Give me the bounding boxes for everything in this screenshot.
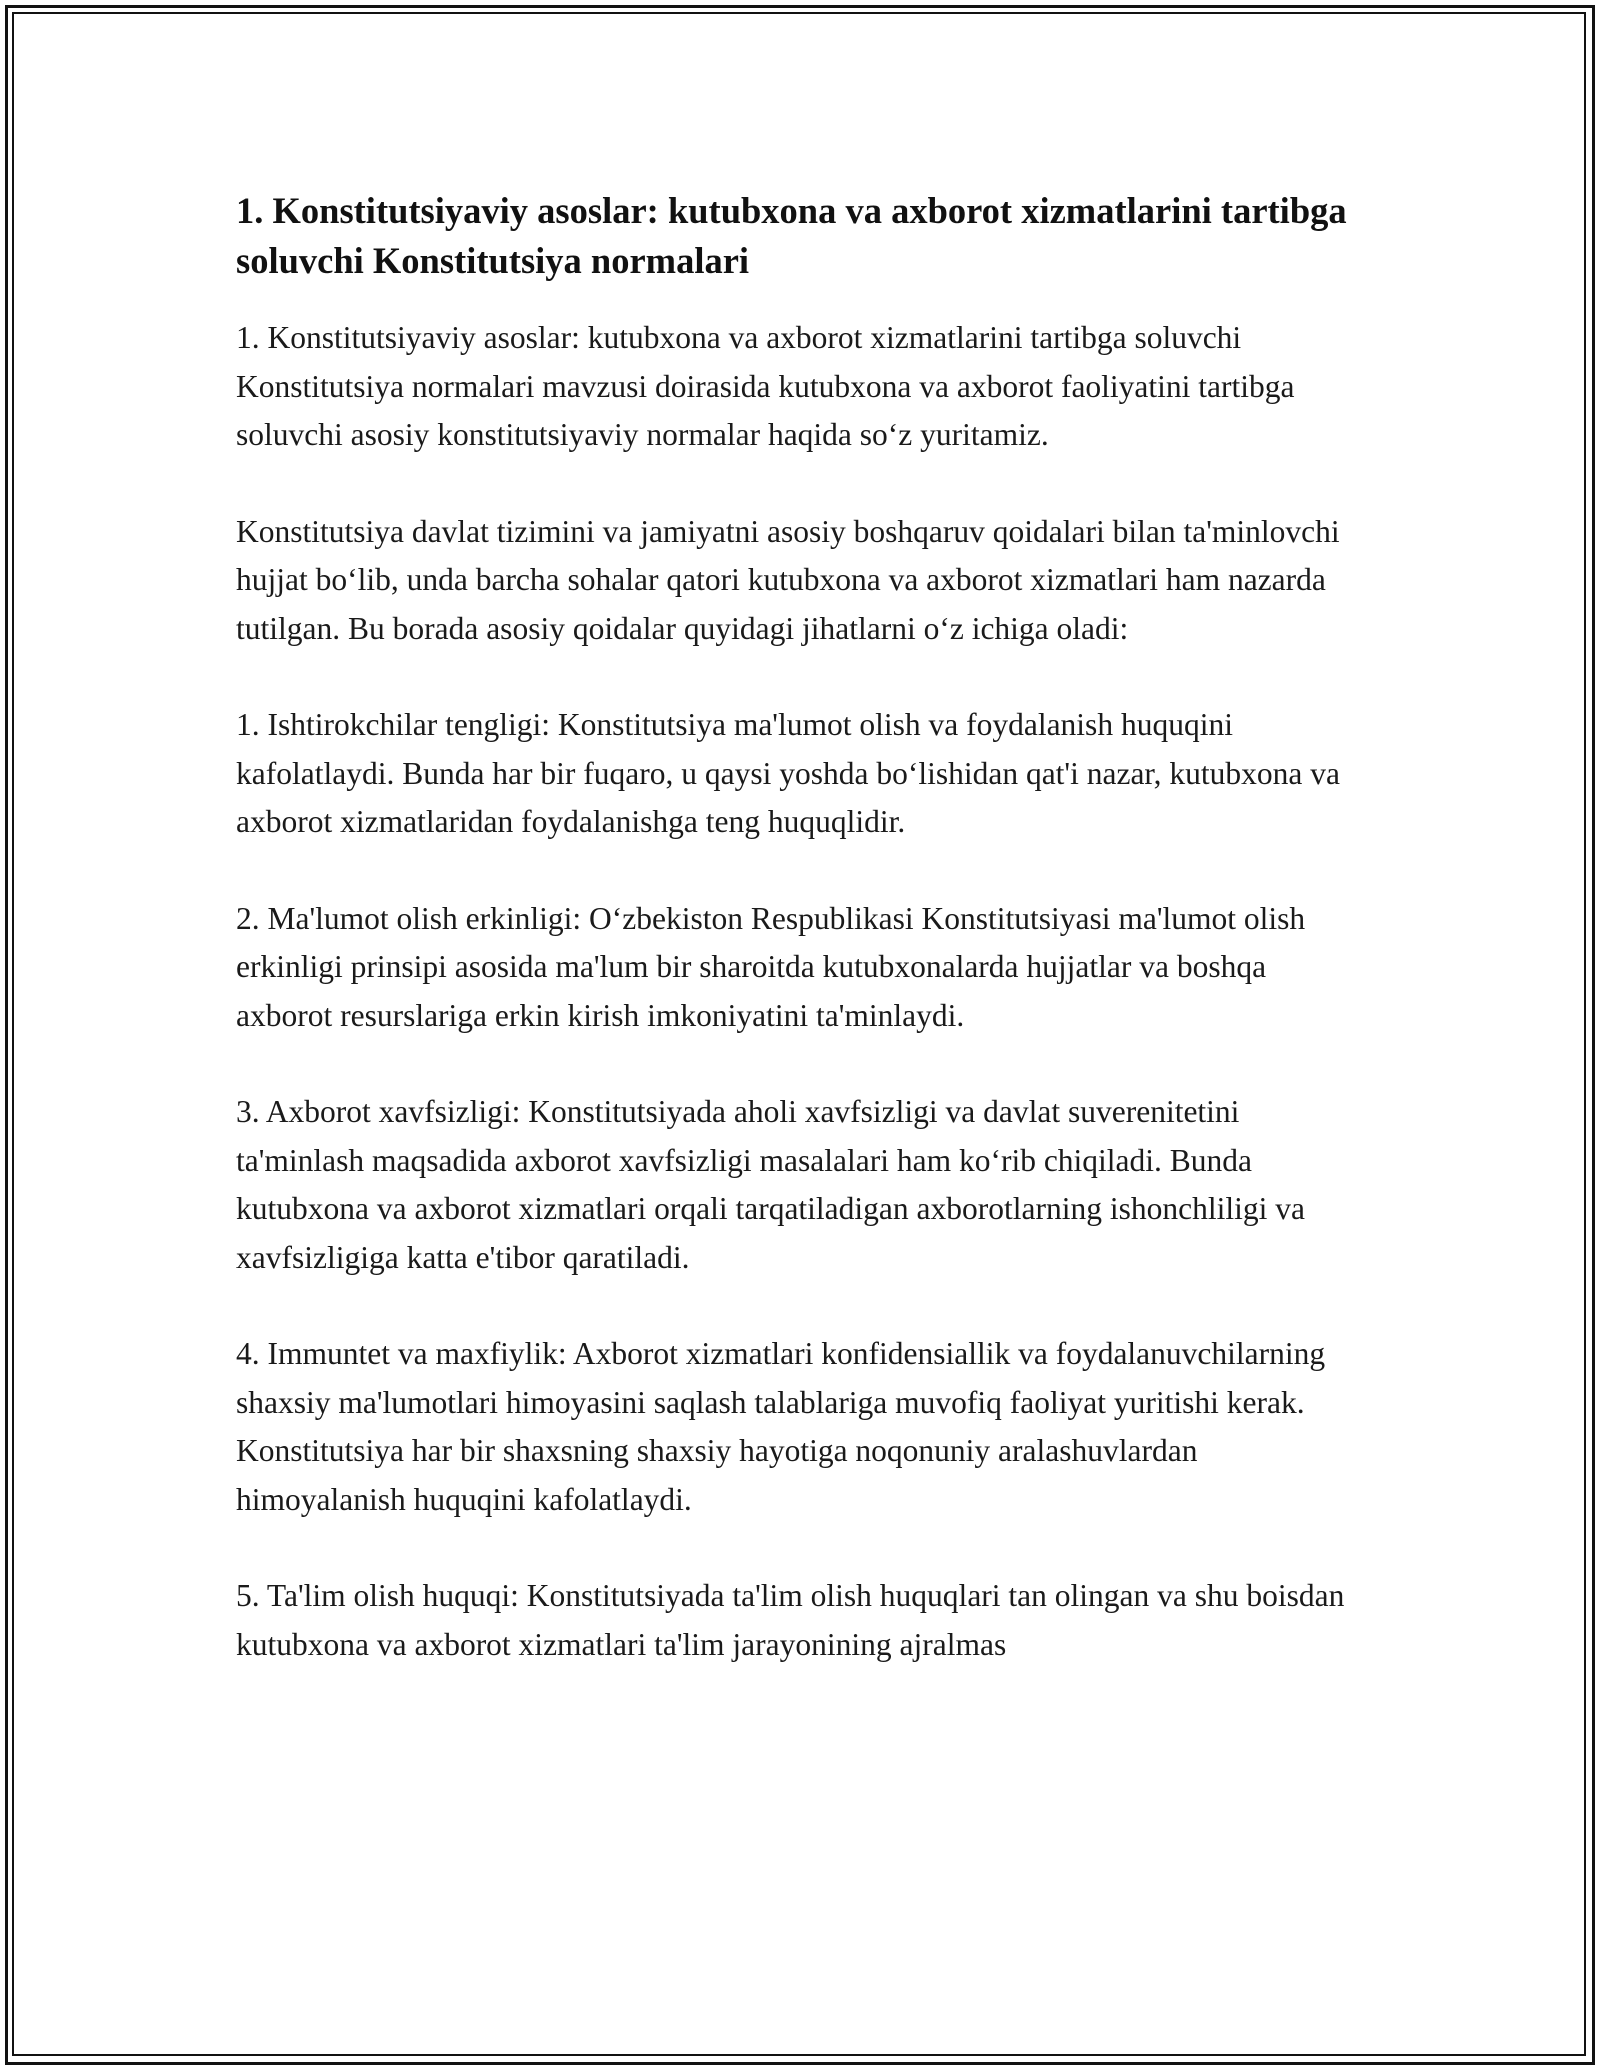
paragraph-item-3: 3. Axborot xavfsizligi: Konstitutsiyada aholi xavfsizligi va davlat suverenitetini ta'minlash maqsadida axborot xavfsizligi masalalari ham ko‘rib chiqiladi. Bunda kutubxona va axborot xizmatlari orqali tarqatiladigan axborotlarning ishonchliligi va xavfsizligiga katta e'tibor qaratiladi. — [236, 1094, 1305, 1275]
paragraph-item-1: 1. Ishtirokchilar tengligi: Konstitutsiya ma'lumot olish va foydalanish huquqini kafolatlaydi. Bunda har bir fuqaro, u qaysi yoshda bo‘lishidan qat'i nazar, kutubxona va axborot xizmatlaridan foydalanishga teng huquqlidir. — [236, 707, 1340, 839]
document-body — [236, 186, 1366, 1717]
paragraph-item-4: 4. Immuntet va maxfiylik: Axborot xizmatlari konfidensiallik va foydalanuvchilarning shaxsiy ma'lumotlari himoyasini saqlash talablariga muvofiq faoliyat yuritishi kerak. Konstitutsiya har bir shaxsning shaxsiy hayotiga noqonuniy aralashuvlardan himoyalanish huquqini kafolatlaydi. — [236, 1336, 1326, 1517]
paragraph-constitution: Konstitutsiya davlat tizimini va jamiyatni asosiy boshqaruv qoidalari bilan ta'minlovchi hujjat bo‘lib, unda barcha sohalar qatori kutubxona va axborot xizmatlari ham nazarda tutilgan. Bu borada asosiy qoidalar quyidagi jihatlarni o‘z ichiga oladi: — [236, 513, 1340, 646]
document-title: 1. Konstitutsiyaviy asoslar: kutubxona va axborot xizmatlarini tartibga soluvchi Konstitutsiya normalari — [236, 190, 1347, 281]
paragraph-item-5: 5. Ta'lim olish huquqi: Konstitutsiyada ta'lim olish huquqlari tan olingan va shu boisdan kutubxona va axborot xizmatlari ta'lim jarayonining ajralmas — [236, 1578, 1345, 1662]
paragraph-item-2: 2. Ma'lumot olish erkinligi: O‘zbekiston Respublikasi Konstitutsiyasi ma'lumot olish erkinligi prinsipi asosida ma'lum bir sharoitda kutubxonalarda hujjatlar va boshqa axborot resurslariga erkin kirish imkoniyatini ta'minlaydi. — [236, 900, 1306, 1033]
paragraph-intro: 1. Konstitutsiyaviy asoslar: kutubxona va axborot xizmatlarini tartibga soluvchi Konstitutsiya normalari mavzusi doirasida kutubxona va axborot faoliyatini tartibga soluvchi asosiy konstitutsiyaviy normalar haqida so‘z yuritamiz. — [236, 320, 1295, 452]
